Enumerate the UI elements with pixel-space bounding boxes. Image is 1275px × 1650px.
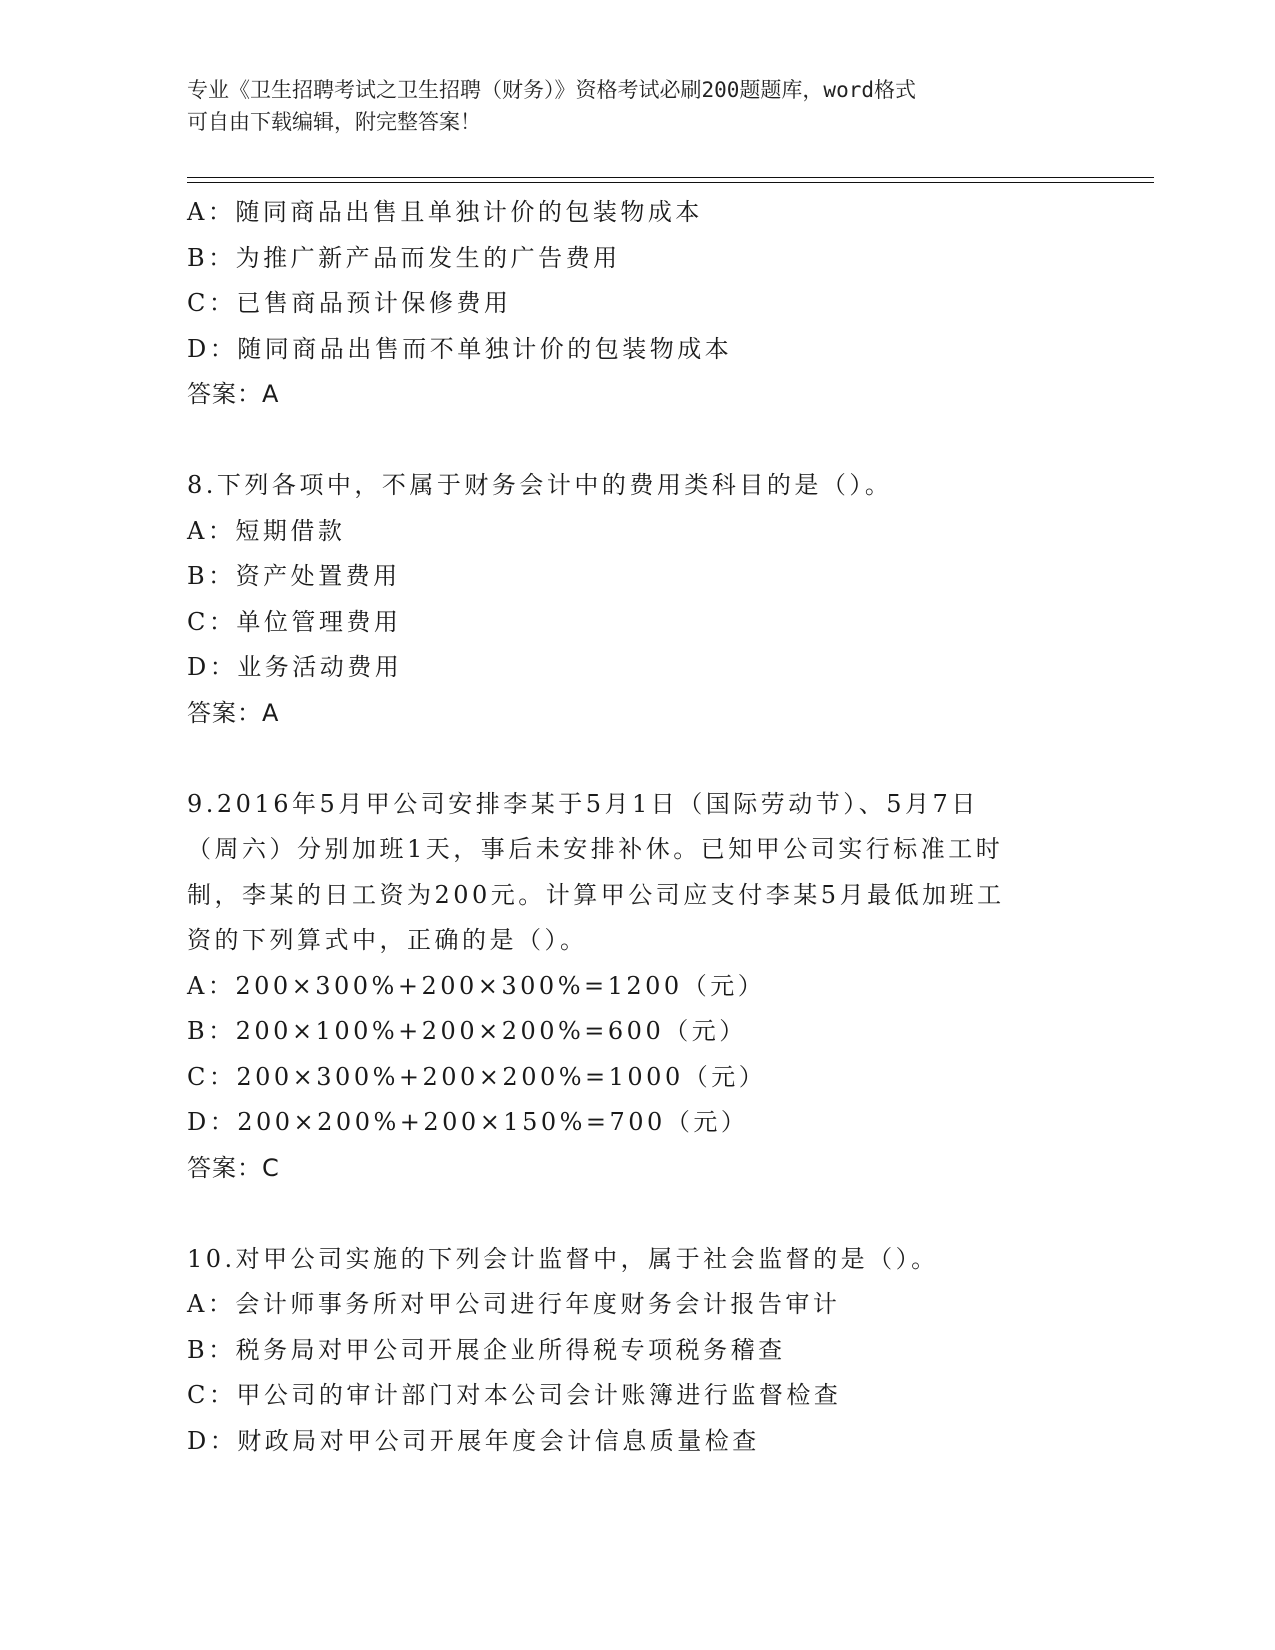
- question-list: [187, 190, 1077, 1464]
- option-d: D：财政局对甲公司开展年度会计信息质量检查: [187, 1426, 760, 1455]
- option-b: B：200×100%+200×200%=600（元）: [187, 1017, 747, 1045]
- option-c: C：单位管理费用: [187, 607, 402, 636]
- question-8: [187, 463, 1077, 736]
- answer: 答案：A: [187, 380, 280, 408]
- option-c: C：甲公司的审计部门对本公司会计账簿进行监督检查: [187, 1381, 842, 1409]
- option-a: A：随同商品出售且单独计价的包装物成本: [187, 198, 703, 226]
- option-b: B：资产处置费用: [187, 562, 401, 590]
- option-b: B：为推广新产品而发生的广告费用: [187, 243, 621, 272]
- question-text-line-4: 资的下列算式中，正确的是（）。: [187, 926, 588, 954]
- answer: 答案：C: [187, 1153, 280, 1182]
- answer: 答案：A: [187, 698, 280, 727]
- option-c: C：200×300%+200×200%=1000（元）: [187, 1062, 767, 1091]
- option-a: A：200×300%+200×300%=1200（元）: [187, 971, 766, 1000]
- question-9: [187, 782, 1077, 1192]
- option-d: D：业务活动费用: [187, 653, 403, 681]
- question-text: 10.对甲公司实施的下列会计监督中，属于社会监督的是（）。: [187, 1244, 939, 1273]
- question-text-line-3: 制，李某的日工资为200元。计算甲公司应支付李某5月最低加班工: [187, 880, 1005, 909]
- document-header: [187, 74, 1067, 138]
- option-b: B：税务局对甲公司开展企业所得税专项税务稽查: [187, 1335, 786, 1364]
- question-text-line-1: 9.2016年5月甲公司安排李某于5月1日（国际劳动节）、5月7日: [187, 789, 979, 818]
- question-10: [187, 1237, 1077, 1465]
- question-text: 8.下列各项中，不属于财务会计中的费用类科目的是（）。: [187, 471, 893, 499]
- header-line-1: 专业《卫生招聘考试之卫生招聘（财务）》资格考试必刷200题题库，word格式: [187, 78, 916, 102]
- option-a: A：会计师事务所对甲公司进行年度财务会计报告审计: [187, 1290, 841, 1318]
- option-c: C：已售商品预计保修费用: [187, 289, 512, 317]
- option-a: A：短期借款: [187, 516, 346, 545]
- spacer: [187, 418, 1077, 464]
- spacer: [187, 1191, 1077, 1237]
- header-rule-thick: [187, 177, 1154, 178]
- question-7: [187, 190, 1077, 418]
- question-text-line-2: （周六）分别加班1天，事后未安排补休。已知甲公司实行标准工时: [187, 835, 1004, 863]
- option-d: D：随同商品出售而不单独计价的包装物成本: [187, 334, 733, 363]
- header-line-2: 可自由下载编辑，附完整答案！: [187, 110, 481, 134]
- spacer: [187, 736, 1077, 782]
- option-d: D：200×200%+200×150%=700（元）: [187, 1108, 749, 1136]
- header-rule-thin: [187, 182, 1154, 183]
